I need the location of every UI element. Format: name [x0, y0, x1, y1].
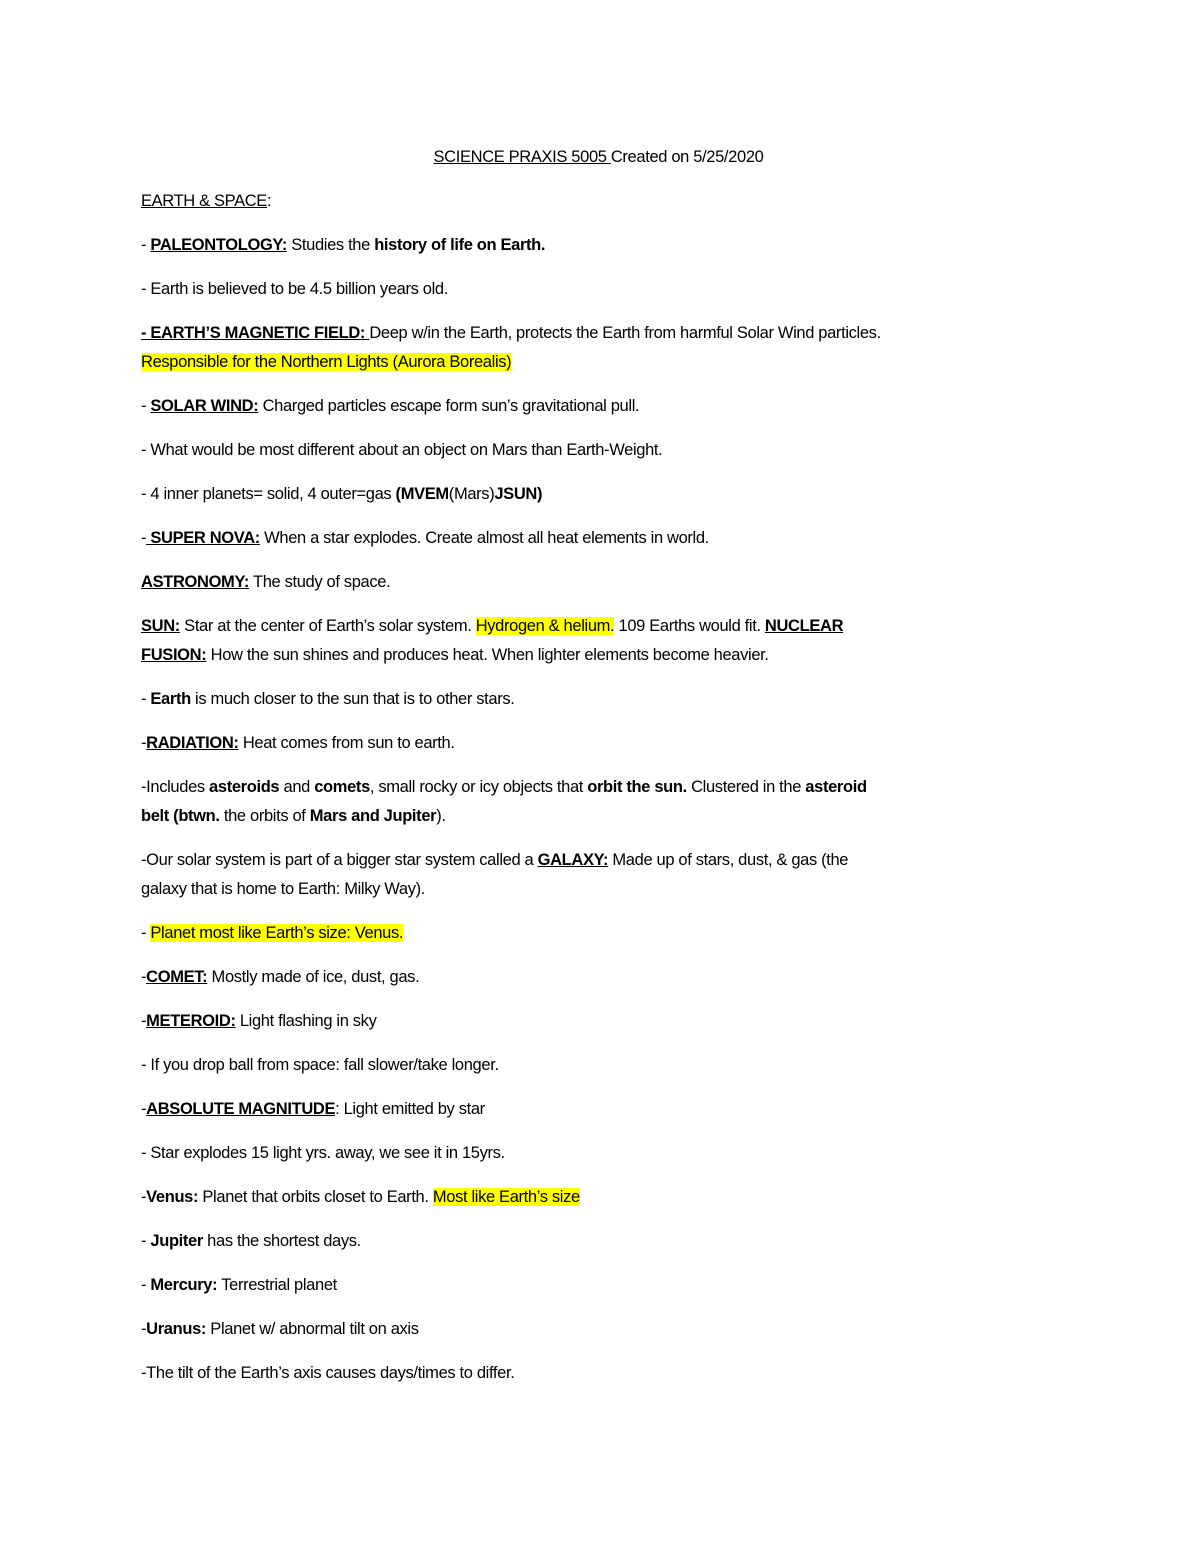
- text-line: [141, 963, 1081, 992]
- note-paragraph: [141, 1227, 1081, 1256]
- text-run: Venus:: [146, 1188, 199, 1206]
- text-run: asteroids: [209, 778, 280, 796]
- text-line: [141, 480, 1081, 509]
- text-run: Terrestrial planet: [217, 1276, 337, 1294]
- term-label: METEROID:: [146, 1012, 236, 1030]
- note-paragraph: [141, 231, 1081, 260]
- text-run: -: [141, 529, 147, 547]
- text-run: -: [141, 1320, 147, 1338]
- term-label: COMET:: [146, 968, 208, 986]
- text-run: Made up of stars, dust, & gas (the: [608, 851, 849, 869]
- text-run: -Includes: [141, 778, 210, 796]
- note-paragraph: [141, 1183, 1081, 1212]
- text-run: - If you drop ball from space: fall slower/take longer.: [141, 1056, 499, 1074]
- text-run: (Mars): [448, 485, 495, 503]
- text-run: -Our solar system is part of a bigger star system called a: [141, 851, 538, 869]
- note-paragraph: [141, 612, 1081, 670]
- text-run: How the sun shines and produces heat. When lighter elements become heavier.: [206, 646, 769, 664]
- term-label: SCIENCE PRAXIS 5005: [433, 148, 611, 166]
- term-label: SUN:: [141, 617, 180, 635]
- note-paragraph: [141, 319, 1081, 377]
- note-paragraph: [141, 685, 1081, 714]
- term-label: - EARTH’S MAGNETIC FIELD:: [141, 324, 370, 342]
- note-paragraph: [141, 568, 1081, 597]
- text-run: JSUN): [494, 485, 543, 503]
- text-line: [141, 392, 1081, 421]
- text-run: Mercury:: [150, 1276, 218, 1294]
- text-run: Mars and Jupiter: [309, 807, 437, 825]
- note-paragraph: [141, 392, 1081, 421]
- term-label: PALEONTOLOGY:: [150, 236, 288, 254]
- text-run: -: [141, 1100, 147, 1118]
- text-run: :: [266, 192, 272, 210]
- text-run: -: [141, 690, 151, 708]
- text-line: [141, 319, 1081, 348]
- text-line: [141, 348, 1081, 377]
- term-label: NUCLEAR: [764, 617, 844, 635]
- text-run: is much closer to the sun that is to other stars.: [190, 690, 515, 708]
- text-line: [141, 1095, 1081, 1124]
- term-label: EARTH & SPACE: [141, 192, 267, 210]
- text-run: Star at the center of Earth’s solar system.: [179, 617, 476, 635]
- text-line: [141, 568, 1081, 597]
- text-run: -: [141, 734, 147, 752]
- text-run: -The tilt of the Earth’s axis causes days/times to differ.: [141, 1364, 515, 1382]
- text-run: The study of space.: [249, 573, 391, 591]
- document-page: [141, 143, 1081, 1403]
- term-label: RADIATION:: [146, 734, 239, 752]
- text-run: Jupiter: [150, 1232, 203, 1250]
- text-run: - 4 inner planets= solid, 4 outer=gas: [141, 485, 396, 503]
- text-run: -: [141, 968, 147, 986]
- text-run: Deep w/in the Earth, protects the Earth from harmful Solar Wind particles.: [369, 324, 881, 342]
- document-title: [141, 143, 1081, 172]
- note-paragraph: [141, 1271, 1081, 1300]
- text-line: [141, 802, 1081, 831]
- note-paragraph: [141, 436, 1081, 465]
- text-run: : Light emitted by star: [335, 1100, 485, 1118]
- text-line: [141, 1139, 1081, 1168]
- text-run: belt (btwn.: [141, 807, 220, 825]
- note-paragraph: [141, 480, 1081, 509]
- highlighted-text: Planet most like Earth’s size: Venus.: [150, 924, 404, 942]
- text-line: [141, 1227, 1081, 1256]
- note-paragraph: [141, 275, 1081, 304]
- text-line: [141, 436, 1081, 465]
- text-run: Charged particles escape form sun’s gravitational pull.: [258, 397, 640, 415]
- text-line: [141, 275, 1081, 304]
- term-label: ABSOLUTE MAGNITUDE: [146, 1100, 336, 1118]
- text-line: [141, 231, 1081, 260]
- text-run: comets: [314, 778, 370, 796]
- text-line: [141, 143, 1056, 172]
- text-run: -: [141, 1012, 147, 1030]
- note-paragraph: [141, 1139, 1081, 1168]
- term-label: ASTRONOMY:: [141, 573, 250, 591]
- text-run: Uranus:: [146, 1320, 207, 1338]
- text-run: Heat comes from sun to earth.: [238, 734, 455, 752]
- text-run: ).: [436, 807, 446, 825]
- text-line: [141, 919, 1081, 948]
- text-run: -: [141, 1188, 147, 1206]
- text-run: Created on 5/25/2020: [610, 148, 764, 166]
- text-run: When a star explodes. Create almost all heat elements in world.: [259, 529, 709, 547]
- note-paragraph: [141, 919, 1081, 948]
- text-line: [141, 641, 1081, 670]
- text-line: [141, 875, 1081, 904]
- text-run: asteroid: [805, 778, 867, 796]
- text-run: has the shortest days.: [202, 1232, 361, 1250]
- note-paragraph: [141, 1051, 1081, 1080]
- note-paragraph: [141, 1095, 1081, 1124]
- text-line: [141, 1007, 1081, 1036]
- text-run: - Star explodes 15 light yrs. away, we see it in 15yrs.: [141, 1144, 505, 1162]
- highlighted-text: Responsible for the Northern Lights (Aurora Borealis): [141, 353, 512, 371]
- text-run: Light flashing in sky: [235, 1012, 377, 1030]
- text-run: Planet that orbits closet to Earth.: [198, 1188, 433, 1206]
- term-label: GALAXY:: [537, 851, 609, 869]
- text-run: 109 Earths would fit.: [614, 617, 765, 635]
- text-run: -: [141, 1232, 151, 1250]
- text-run: Mostly made of ice, dust, gas.: [207, 968, 420, 986]
- text-run: galaxy that is home to Earth: Milky Way).: [141, 880, 425, 898]
- text-line: [141, 773, 1081, 802]
- term-label: FUSION:: [141, 646, 207, 664]
- text-run: Planet w/ abnormal tilt on axis: [206, 1320, 419, 1338]
- note-paragraph: [141, 773, 1081, 831]
- text-run: -: [141, 236, 151, 254]
- text-run: - What would be most different about an object on Mars than Earth-Weight.: [141, 441, 663, 459]
- text-run: Studies the: [287, 236, 375, 254]
- note-paragraph: [141, 187, 1081, 216]
- note-paragraph: [141, 524, 1081, 553]
- text-run: -: [141, 1276, 151, 1294]
- term-label: SOLAR WIND:: [150, 397, 259, 415]
- note-paragraph: [141, 1315, 1081, 1344]
- text-line: [141, 846, 1081, 875]
- text-run: the orbits of: [219, 807, 310, 825]
- text-line: [141, 524, 1081, 553]
- text-line: [141, 187, 1081, 216]
- text-run: orbit the sun.: [587, 778, 687, 796]
- text-run: Clustered in the: [686, 778, 806, 796]
- text-run: Earth: [150, 690, 191, 708]
- text-line: [141, 1183, 1081, 1212]
- note-paragraph: [141, 963, 1081, 992]
- note-paragraph: [141, 846, 1081, 904]
- text-run: and: [279, 778, 315, 796]
- text-run: -: [141, 397, 151, 415]
- text-run: history of life on Earth.: [374, 236, 546, 254]
- text-line: [141, 1051, 1081, 1080]
- text-run: (MVEM: [395, 485, 449, 503]
- note-paragraph: [141, 1007, 1081, 1036]
- text-line: [141, 729, 1081, 758]
- text-line: [141, 1359, 1081, 1388]
- text-line: [141, 685, 1081, 714]
- highlighted-text: Most like Earth’s size: [432, 1188, 580, 1206]
- text-line: [141, 1315, 1081, 1344]
- term-label: SUPER NOVA:: [146, 529, 260, 547]
- text-line: [141, 612, 1081, 641]
- note-paragraph: [141, 1359, 1081, 1388]
- text-run: -: [141, 924, 151, 942]
- text-run: , small rocky or icy objects that: [369, 778, 588, 796]
- text-run: - Earth is believed to be 4.5 billion years old.: [141, 280, 448, 298]
- note-paragraph: [141, 729, 1081, 758]
- text-line: [141, 1271, 1081, 1300]
- highlighted-text: Hydrogen & helium.: [475, 617, 615, 635]
